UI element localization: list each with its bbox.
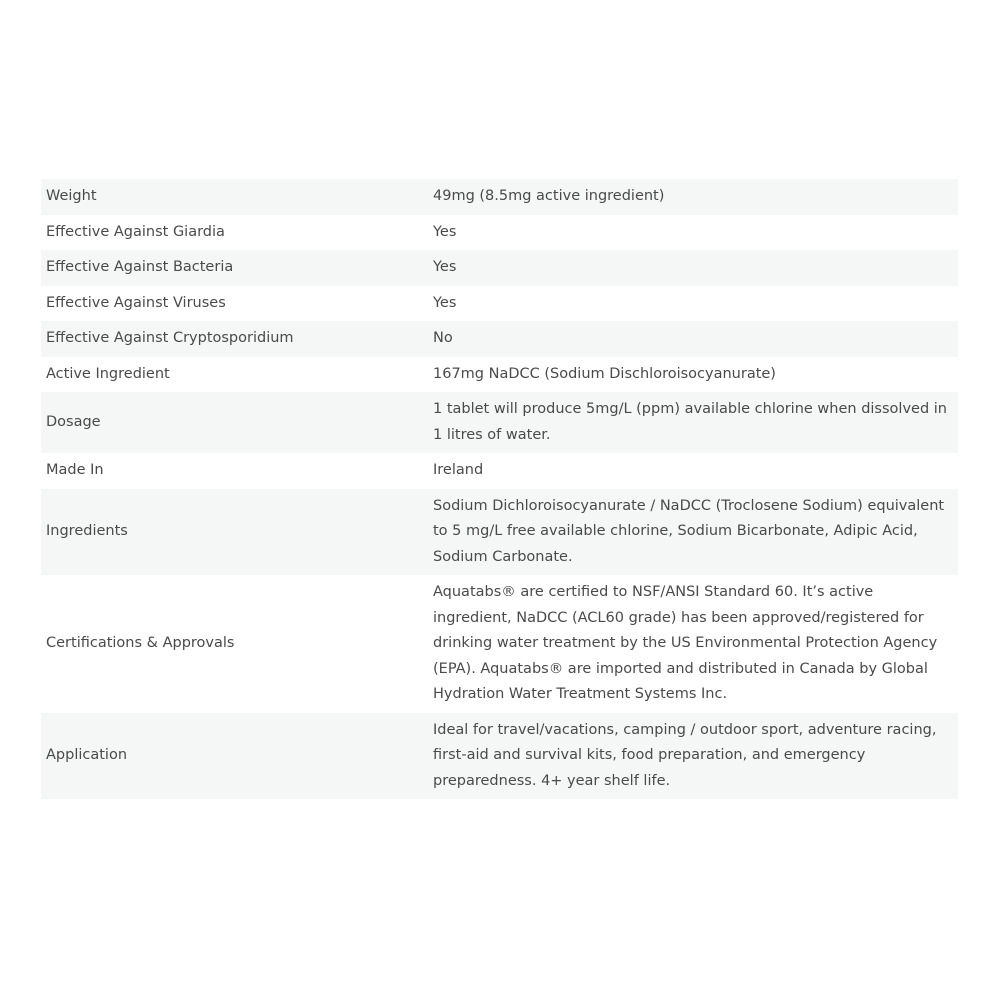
spec-label: Effective Against Giardia bbox=[41, 215, 425, 251]
table-row-dosage bbox=[41, 392, 958, 453]
table-row-made-in bbox=[41, 453, 958, 489]
table-row-application bbox=[41, 713, 958, 800]
spec-label: Active Ingredient bbox=[41, 357, 425, 393]
spec-value: Ideal for travel/vacations, camping / outdoor sport, adventure racing, first-aid and survival kits, food preparation, and emergency preparedness. 4+ year shelf life. bbox=[425, 713, 958, 800]
table-row-cryptosporidium bbox=[41, 321, 958, 357]
spec-label: Effective Against Viruses bbox=[41, 286, 425, 322]
table-row-bacteria bbox=[41, 250, 958, 286]
spec-value: Aquatabs® are certified to NSF/ANSI Standard 60. It’s active ingredient, NaDCC (ACL60 grade) has been approved/registered for drinking water treatment by the US Environmental Protection Agency (EPA). Aquatabs® are imported and distributed in Canada by Global Hydration Water Treatment Systems Inc. bbox=[425, 575, 958, 713]
spec-label: Dosage bbox=[41, 392, 425, 453]
spec-label: Effective Against Cryptosporidium bbox=[41, 321, 425, 357]
specifications-table bbox=[41, 179, 958, 799]
spec-value: 167mg NaDCC (Sodium Dischloroisocyanurate) bbox=[425, 357, 958, 393]
spec-value: Ireland bbox=[425, 453, 958, 489]
spec-value: 1 tablet will produce 5mg/L (ppm) available chlorine when dissolved in 1 litres of water. bbox=[425, 392, 958, 453]
spec-label: Certifications & Approvals bbox=[41, 575, 425, 713]
spec-label: Ingredients bbox=[41, 489, 425, 576]
spec-label: Application bbox=[41, 713, 425, 800]
table-row-weight bbox=[41, 179, 958, 215]
spec-value: 49mg (8.5mg active ingredient) bbox=[425, 179, 958, 215]
table-row-viruses bbox=[41, 286, 958, 322]
spec-value: Yes bbox=[425, 215, 958, 251]
spec-value: Yes bbox=[425, 286, 958, 322]
spec-value: Sodium Dichloroisocyanurate / NaDCC (Troclosene Sodium) equivalent to 5 mg/L free available chlorine, Sodium Bicarbonate, Adipic Acid, Sodium Carbonate. bbox=[425, 489, 958, 576]
table-row-certifications bbox=[41, 575, 958, 713]
spec-value: No bbox=[425, 321, 958, 357]
spec-label: Effective Against Bacteria bbox=[41, 250, 425, 286]
table-row-ingredients bbox=[41, 489, 958, 576]
table-row-giardia bbox=[41, 215, 958, 251]
spec-label: Made In bbox=[41, 453, 425, 489]
table-row-active-ingredient bbox=[41, 357, 958, 393]
spec-label: Weight bbox=[41, 179, 425, 215]
spec-value: Yes bbox=[425, 250, 958, 286]
